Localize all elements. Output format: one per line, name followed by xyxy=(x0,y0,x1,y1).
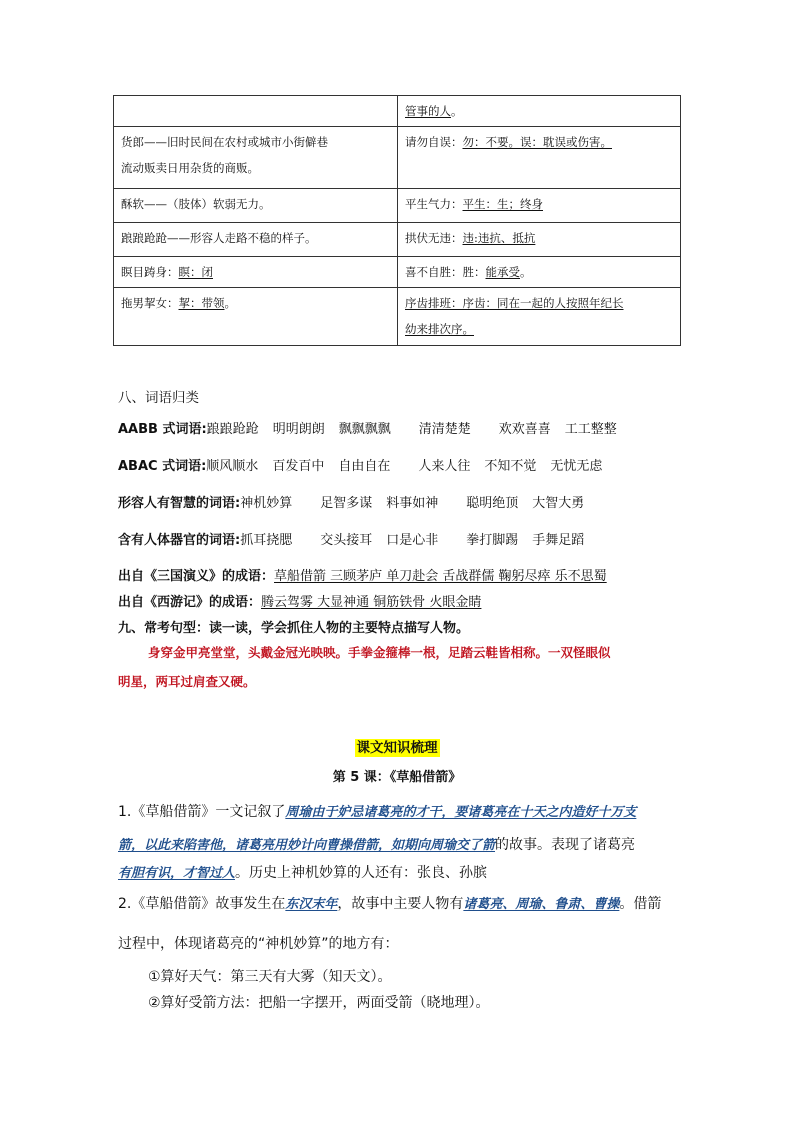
cell-underlined-text: 挈：带领 xyxy=(178,296,225,310)
word: 料事如神 xyxy=(386,496,439,511)
highlight-text: 有胆有识，才智过人 xyxy=(118,866,236,881)
cell-text: 。 xyxy=(520,265,532,279)
word-group-body xyxy=(118,529,584,548)
word: 交头接耳 xyxy=(320,533,373,548)
word: 百发百中 xyxy=(272,459,325,474)
cell-underlined-text: 序齿排班：序齿：同在一起的人按照年纪长 xyxy=(405,296,624,310)
word-group-abac xyxy=(118,455,602,474)
section8-title: 八、词语归类 xyxy=(118,390,199,406)
word: 飘飘飘飘 xyxy=(338,422,391,437)
word: 工工整整 xyxy=(564,422,617,437)
knowledge-heading xyxy=(0,736,794,756)
highlight-text: 箭，以此来陷害他，诸葛亮用妙计向曹操借箭，如期向周瑜交了箭 xyxy=(118,838,496,853)
text: ，故事中主要人物有 xyxy=(337,896,464,912)
cell-underlined-text: 瞑：闭 xyxy=(178,265,213,279)
paragraph-line: 过程中，体现诸葛亮的“神机妙算”的地方有： xyxy=(118,936,399,952)
text: 。历史上神机妙算的人还有：张良、孙膑 xyxy=(235,865,488,881)
cell-underlined-text: 平生：生；终身 xyxy=(462,197,543,211)
idiom-list: 腾云驾雾 大显神通 铜筋铁骨 火眼金睛 xyxy=(261,595,482,610)
cell-text: 喜不自胜：胜： xyxy=(405,265,486,279)
idiom-list: 草船借箭 三顾茅庐 单刀赴会 舌战群儒 鞠躬尽瘁 乐不思蜀 xyxy=(274,569,607,584)
cell-text: 。 xyxy=(224,296,236,310)
cell-text: 。 xyxy=(451,104,463,118)
word: 抓耳挠腮 xyxy=(240,533,293,548)
highlight-text: 东汉末年 xyxy=(285,897,338,912)
idiom-label: 出自《三国演义》的成语： xyxy=(118,569,275,584)
example-sentence-line: 身穿金甲亮堂堂，头戴金冠光映映。手拳金箍棒一根，足踏云鞋皆相称。一双怪眼似 xyxy=(148,645,611,660)
group-label: 含有人体器官的词语: xyxy=(118,533,241,548)
word-group-aabb xyxy=(118,418,617,437)
group-label: ABAC 式词语: xyxy=(118,459,207,474)
cell-underlined-text: 违:违抗、抵抗 xyxy=(462,231,536,245)
table-cell xyxy=(398,127,681,189)
idiom-label: 出自《西游记》的成语： xyxy=(118,595,262,610)
word: 顺风顺水 xyxy=(206,459,259,474)
table-cell xyxy=(114,288,398,346)
calc-item: ①算好天气：第三天有大雾（知天文）。 xyxy=(148,969,392,985)
table-cell xyxy=(114,127,398,189)
table-cell xyxy=(398,257,681,288)
text: 1.《草船借箭》一文记叙了 xyxy=(118,804,286,820)
word: 手舞足蹈 xyxy=(532,533,585,548)
word: 拳打脚踢 xyxy=(466,533,519,548)
word: 人来人往 xyxy=(418,459,471,474)
heading-text: 课文知识梳理 xyxy=(356,740,438,756)
text: 2.《草船借箭》故事发生在 xyxy=(118,896,286,912)
calc-item: ②算好受箭方法：把船一字摆开，两面受箭（晓地理）。 xyxy=(148,995,490,1011)
example-sentence-line: 明星，两耳过肩查又硬。 xyxy=(118,674,256,689)
table-cell xyxy=(114,189,398,223)
word: 神机妙算 xyxy=(240,496,293,511)
word: 不知不觉 xyxy=(484,459,537,474)
word: 口是心非 xyxy=(386,533,439,548)
highlight-text: 诸葛亮、周瑜、鲁肃、曹操 xyxy=(463,897,620,912)
paragraph-line xyxy=(118,862,678,882)
table-cell xyxy=(398,189,681,223)
idioms-sanguo xyxy=(118,565,607,584)
cell-underlined-text: 管事的人 xyxy=(405,104,451,118)
vocabulary-table xyxy=(113,95,681,346)
idioms-xiyou xyxy=(118,591,481,610)
table-row xyxy=(114,288,681,346)
word: 大智大勇 xyxy=(532,496,585,511)
word: 欢欢喜喜 xyxy=(498,422,551,437)
table-row xyxy=(114,257,681,288)
table-cell xyxy=(398,223,681,257)
cell-text: 货郎——旧时民间在农村或城市小街僻巷 xyxy=(121,135,328,149)
text: 的故事。表现了诸葛亮 xyxy=(495,837,636,853)
cell-underlined-text: 幼来排次序。 xyxy=(405,322,474,336)
table-cell xyxy=(398,288,681,346)
word-group-wisdom xyxy=(118,492,584,511)
word: 踉踉跄跄 xyxy=(206,422,259,437)
paragraph-line xyxy=(118,801,678,821)
cell-underlined-text: 勿：不要。误：耽误或伤害。 xyxy=(462,135,612,149)
word: 自由自在 xyxy=(338,459,391,474)
cell-text: 酥软——（肢体）软弱无力。 xyxy=(121,197,271,211)
word: 明明朗朗 xyxy=(272,422,325,437)
table-row xyxy=(114,96,681,127)
table-cell xyxy=(114,223,398,257)
word: 清清楚楚 xyxy=(418,422,471,437)
group-label: AABB 式词语: xyxy=(118,422,207,437)
lesson-title: 第 5 课：《草船借箭》 xyxy=(332,770,462,785)
cell-text: 请勿自误： xyxy=(405,135,463,149)
paragraph-line xyxy=(118,893,678,913)
section9-title: 九、常考句型：读一读，学会抓住人物的主要特点描写人物。 xyxy=(118,621,470,636)
table-cell xyxy=(398,96,681,127)
paragraph-line xyxy=(118,834,678,854)
cell-text: 流动贩卖日用杂货的商贩。 xyxy=(121,161,259,175)
cell-text: 瞑目踌身： xyxy=(121,265,179,279)
table-cell xyxy=(114,257,398,288)
cell-text: 拖男挈女： xyxy=(121,296,179,310)
table-row xyxy=(114,127,681,189)
word: 足智多谋 xyxy=(320,496,373,511)
cell-underlined-text: 能承受 xyxy=(485,265,520,279)
cell-text: 平生气力： xyxy=(405,197,463,211)
word: 无忧无虑 xyxy=(550,459,603,474)
word: 聪明绝顶 xyxy=(466,496,519,511)
table-cell xyxy=(114,96,398,127)
table-row xyxy=(114,189,681,223)
group-label: 形容人有智慧的词语: xyxy=(118,496,241,511)
highlight-text: 周瑜由于妒忌诸葛亮的才干，要诸葛亮在十天之内造好十万支 xyxy=(285,805,637,820)
cell-text: 踉踉跄跄——形容人走路不稳的样子。 xyxy=(121,231,317,245)
cell-text: 拱伏无违： xyxy=(405,231,463,245)
text: 。借箭 xyxy=(619,896,662,912)
table-row xyxy=(114,223,681,257)
